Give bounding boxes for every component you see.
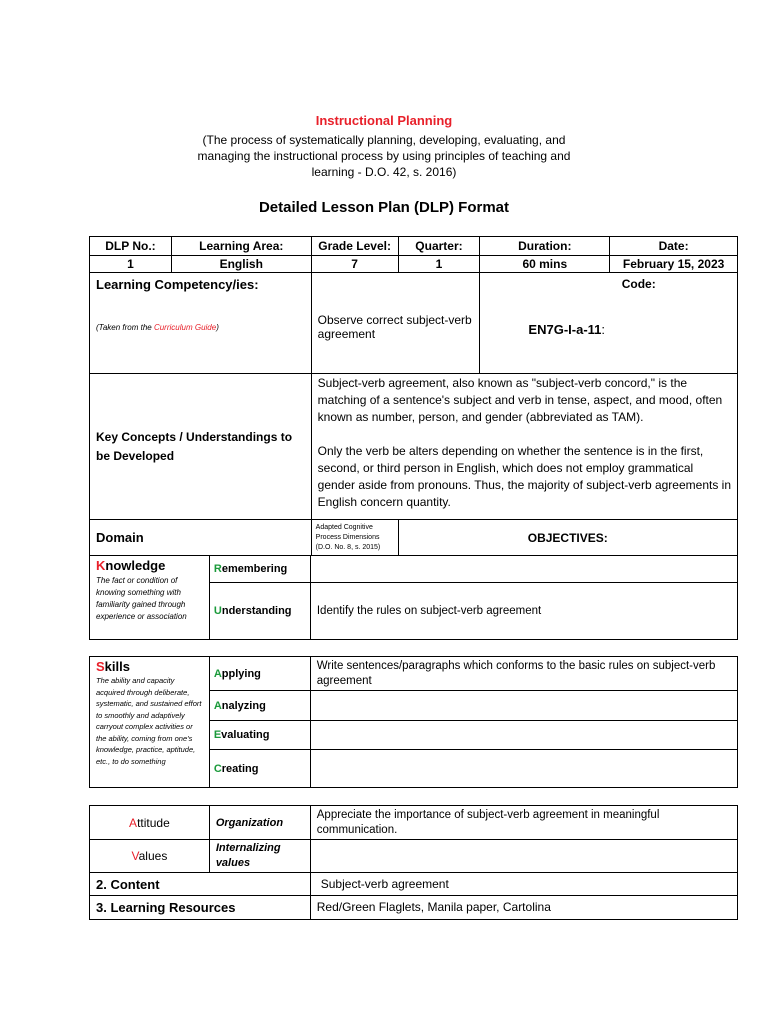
resources-value: Red/Green Flaglets, Manila paper, Cartolina bbox=[310, 896, 737, 920]
objective-creating bbox=[310, 750, 737, 788]
value-date: February 15, 2023 bbox=[610, 256, 738, 273]
level-analyzing: Analyzing bbox=[209, 691, 310, 721]
label-date: Date: bbox=[610, 237, 738, 256]
value-quarter: 1 bbox=[398, 256, 480, 273]
value-dlp-no: 1 bbox=[90, 256, 172, 273]
level-creating: Creating bbox=[209, 750, 310, 788]
skills-domain-cell: Skills The ability and capacity acquired through deliberate, systematic, and sustained effort to smoothly and adaptively carryout complex activities or the ability, coming from one's knowledge, practice, aptitude, etc., to do something bbox=[90, 657, 210, 788]
label-learning-area: Learning Area: bbox=[171, 237, 311, 256]
objective-analyzing bbox=[310, 691, 737, 721]
label-grade-level: Grade Level: bbox=[311, 237, 398, 256]
value-grade-level: 7 bbox=[311, 256, 398, 273]
level-remembering: Remembering bbox=[209, 556, 310, 583]
level-applying: Applying bbox=[209, 657, 310, 691]
label-dlp-no: DLP No.: bbox=[90, 237, 172, 256]
attitude-domain: Attitude bbox=[90, 806, 210, 840]
subtitle-line-3: learning - D.O. 42, s. 2016) bbox=[311, 165, 457, 179]
skills-desc: The ability and capacity acquired through deliberate, systematic, and sustained effort to smoothly and adaptively carryout complex activities or the ability, coming from one's knowledge, practice, aptitude, etc., to do something bbox=[96, 676, 202, 766]
value-duration: 60 mins bbox=[480, 256, 610, 273]
code-cell bbox=[480, 273, 738, 374]
objective-remembering bbox=[310, 556, 737, 583]
resources-label: 3. Learning Resources bbox=[90, 896, 311, 920]
domain-header: Domain bbox=[90, 520, 312, 556]
knowledge-domain-cell: Knowledge The fact or condition of knowing something with familiarity gained through experience or association bbox=[90, 556, 210, 640]
key-concepts-label: Key Concepts / Understandings to be Developed bbox=[90, 374, 312, 520]
label-duration: Duration: bbox=[480, 237, 610, 256]
objective-understanding: Identify the rules on subject-verb agreement bbox=[310, 583, 737, 640]
competency-label-cell bbox=[90, 273, 312, 374]
content-value: Subject-verb agreement bbox=[310, 873, 737, 896]
key-concepts-para-2: Only the verb be alters depending on whether the sentence is in the first, second, or third person in English, which does not employ grammatical gender aside from pronouns. Thus, the majority of subject-verb agreements in English concern quantity. bbox=[317, 444, 731, 509]
attitude-values-table bbox=[89, 805, 738, 920]
dlp-title: Detailed Lesson Plan (DLP) Format bbox=[258, 199, 510, 216]
dlp-main-table bbox=[89, 236, 738, 556]
subtitle-line-1: (The process of systematically planning, developing, evaluating, and bbox=[202, 133, 566, 147]
objective-applying: Write sentences/paragraphs which conforms to the basic rules on subject-verb agreement bbox=[310, 657, 737, 691]
curriculum-guide-text: Curriculum Guide bbox=[153, 323, 217, 332]
objective-evaluating bbox=[310, 721, 737, 750]
level-internalizing: Internalizing values bbox=[209, 840, 310, 873]
objective-values bbox=[310, 840, 737, 873]
knowledge-table bbox=[89, 555, 738, 640]
value-learning-area: English bbox=[171, 256, 311, 273]
label-quarter: Quarter: bbox=[398, 237, 480, 256]
subtitle-line-2: managing the instructional process by using principles of teaching and bbox=[197, 149, 571, 163]
level-evaluating: Evaluating bbox=[209, 721, 310, 750]
code-label: Code: bbox=[621, 277, 656, 291]
page-title: Instructional Planning bbox=[315, 113, 453, 128]
values-domain: Values bbox=[90, 840, 210, 873]
level-understanding: Understanding bbox=[209, 583, 310, 640]
competency-text: Observe correct subject-verb agreement bbox=[311, 273, 480, 374]
objectives-header: OBJECTIVES: bbox=[398, 520, 737, 556]
adapted-cognitive-header: Adapted Cognitive Process Dimensions (D.O. No. 8, s. 2015) bbox=[311, 520, 398, 556]
competency-note: (Taken from the Curriculum Guide) bbox=[96, 323, 219, 332]
level-organization: Organization bbox=[209, 806, 310, 840]
content-label: 2. Content bbox=[90, 873, 311, 896]
knowledge-desc: The fact or condition of knowing something with familiarity gained through experience or association bbox=[96, 576, 187, 621]
skills-table bbox=[89, 656, 738, 788]
code-value: EN7G-I-a-11: bbox=[528, 322, 606, 337]
key-concepts-para-1: Subject-verb agreement, also known as "subject-verb concord," is the matching of a sentence's subject and verb in tense, aspect, and mood, often known as number, person, and gender (abbreviated as TAM). bbox=[317, 376, 723, 424]
competency-label: Learning Competency/ies: bbox=[96, 277, 259, 292]
objective-attitude: Appreciate the importance of subject-verb agreement in meaningful communication. bbox=[310, 806, 737, 840]
key-concepts-cell bbox=[311, 374, 737, 520]
